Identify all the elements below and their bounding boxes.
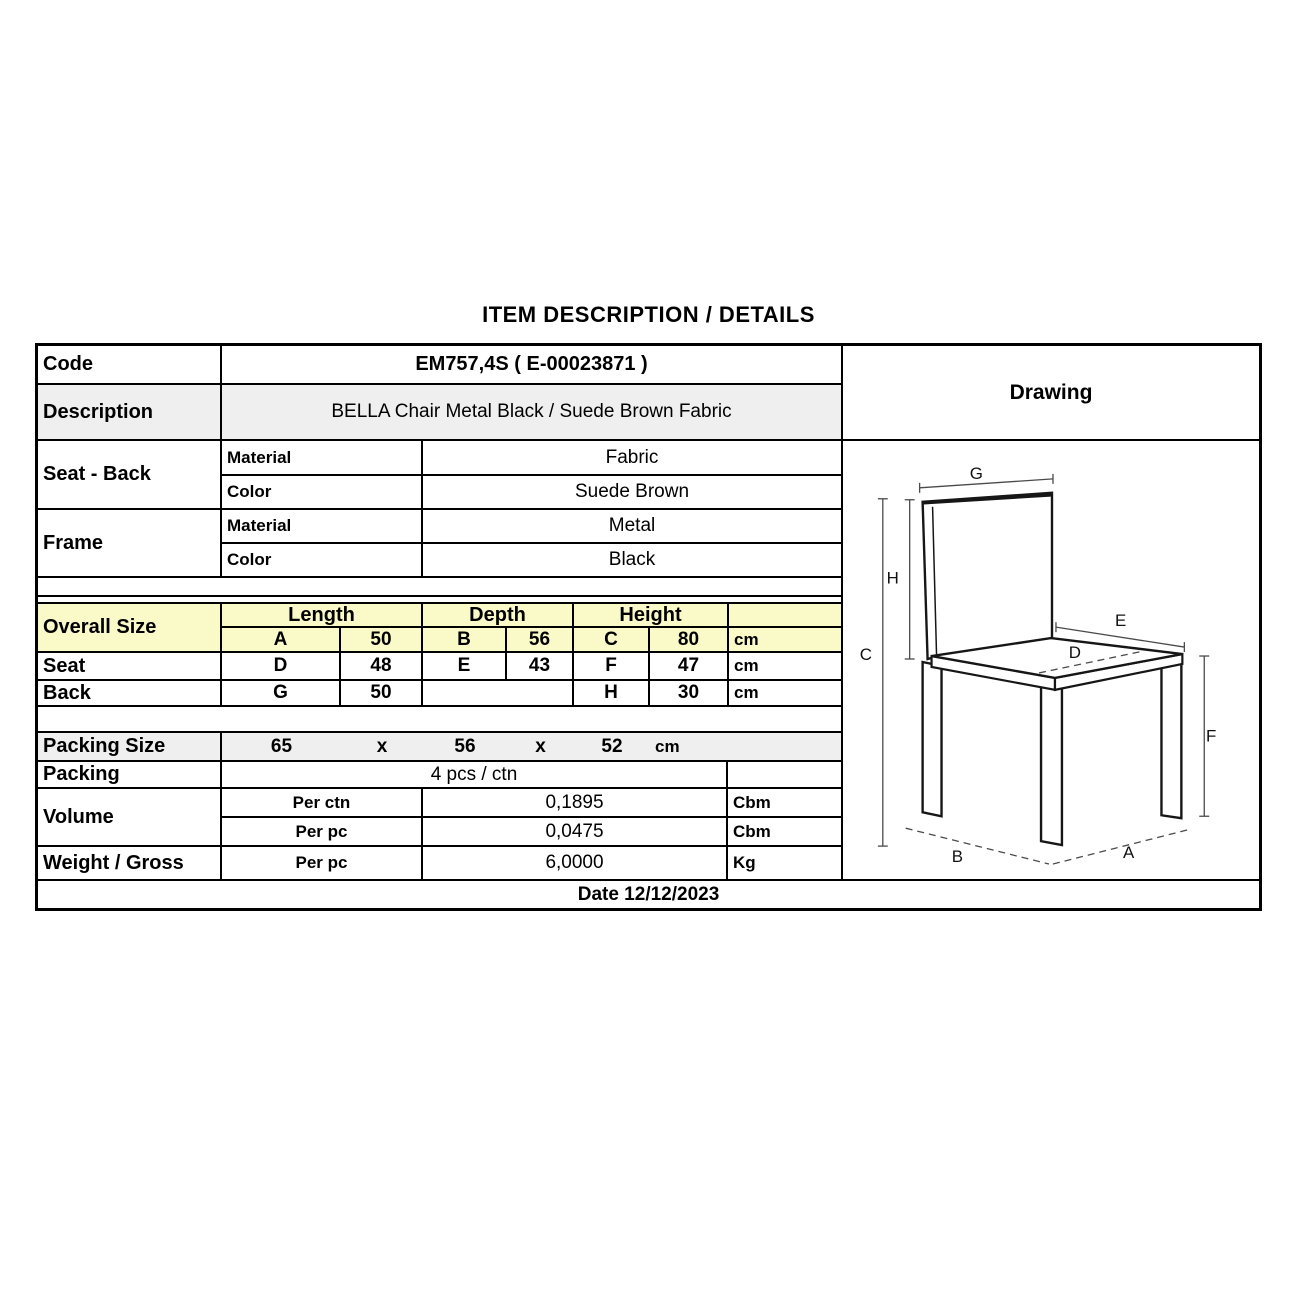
- dim-line-g: [920, 479, 1053, 488]
- chair-backrest: [923, 493, 1052, 659]
- back-depth-blank-cell: [423, 681, 574, 707]
- volume-per-ctn-unit: Cbm: [728, 789, 843, 818]
- dim-line-a: [1053, 829, 1190, 864]
- code-label: Code: [38, 346, 222, 385]
- volume-per-ctn-label: Per ctn: [222, 789, 423, 818]
- seat-row-label: Seat: [38, 653, 222, 681]
- packing-size-sep1: x: [376, 735, 388, 757]
- drawing-area: [843, 441, 1259, 881]
- packing-size-h: 52: [601, 735, 623, 757]
- spec-table: [35, 343, 1262, 911]
- seat-f-value: 47: [650, 653, 729, 681]
- back-g-label: G: [222, 681, 341, 707]
- seat-d-label: D: [222, 653, 341, 681]
- dim-label-f: F: [1206, 726, 1217, 746]
- date-row: Date 12/12/2023: [38, 881, 1259, 908]
- seat-back-color-label: Color: [222, 476, 423, 510]
- dim-label-a: A: [1122, 843, 1135, 863]
- dim-label-e: E: [1115, 611, 1127, 631]
- packing-size-sep2: x: [535, 735, 546, 757]
- packing-size-value: [222, 733, 843, 762]
- page-title: ITEM DESCRIPTION / DETAILS: [482, 302, 815, 327]
- volume-per-ctn-value: 0,1895: [423, 789, 728, 818]
- back-unit: cm: [729, 681, 843, 707]
- chair-leg-back-left: [923, 662, 942, 816]
- dim-label-g: G: [969, 463, 983, 483]
- dim-line-b: [906, 828, 1049, 867]
- dim-label-c: C: [859, 645, 872, 664]
- packing-size-w: 65: [270, 735, 293, 757]
- back-row-label: Back: [38, 681, 222, 707]
- dim-label-d: D: [1068, 643, 1081, 663]
- spacer-row-1: [38, 578, 843, 597]
- volume-per-pc-label: Per pc: [222, 818, 423, 847]
- packing-size-unit: cm: [655, 736, 680, 756]
- seat-d-value: 48: [341, 653, 423, 681]
- overall-a-label: A: [222, 628, 341, 653]
- frame-material-label: Material: [222, 510, 423, 544]
- frame-color-value: Black: [423, 544, 843, 578]
- overall-unit: cm: [729, 628, 843, 653]
- packing-size-label: Packing Size: [38, 733, 222, 762]
- back-g-value: 50: [341, 681, 423, 707]
- packing-value: 4 pcs / ctn: [222, 762, 728, 789]
- overall-b-label: B: [423, 628, 507, 653]
- size-header-blank-cell: [729, 602, 843, 628]
- depth-header: Depth: [423, 602, 574, 628]
- height-header: Height: [574, 602, 729, 628]
- overall-a-value: 50: [341, 628, 423, 653]
- frame-color-label: Color: [222, 544, 423, 578]
- seat-e-label: E: [423, 653, 507, 681]
- packing-label: Packing: [38, 762, 222, 789]
- back-h-value: 30: [650, 681, 729, 707]
- weight-per-pc-label: Per pc: [222, 847, 423, 881]
- weight-unit: Kg: [728, 847, 843, 881]
- back-h-label: H: [574, 681, 650, 707]
- chair-leg-right: [1161, 654, 1181, 818]
- overall-c-value: 80: [650, 628, 729, 653]
- overall-c-label: C: [574, 628, 650, 653]
- volume-per-pc-unit: Cbm: [728, 818, 843, 847]
- frame-material-value: Metal: [423, 510, 843, 544]
- seat-back-material-label: Material: [222, 441, 423, 476]
- weight-label: Weight / Gross: [38, 847, 222, 881]
- overall-size-label: Overall Size: [38, 602, 222, 653]
- spacer-row-2: [38, 707, 843, 733]
- volume-per-pc-value: 0,0475: [423, 818, 728, 847]
- seat-f-label: F: [574, 653, 650, 681]
- chair-leg-front: [1041, 678, 1062, 845]
- frame-label: Frame: [38, 510, 222, 578]
- code-value: EM757,4S ( E-00023871 ): [222, 346, 843, 385]
- seat-back-label: Seat - Back: [38, 441, 222, 510]
- description-value: BELLA Chair Metal Black / Suede Brown Fabric: [222, 385, 843, 441]
- seat-unit: cm: [729, 653, 843, 681]
- packing-size-d: 56: [454, 735, 476, 757]
- dim-label-b: B: [951, 847, 964, 867]
- seat-e-value: 43: [507, 653, 574, 681]
- description-label: Description: [38, 385, 222, 441]
- packing-blank-cell: [728, 762, 843, 789]
- drawing-header: Drawing: [843, 346, 1259, 441]
- overall-b-value: 56: [507, 628, 574, 653]
- seat-back-color-value: Suede Brown: [423, 476, 843, 510]
- weight-value: 6,0000: [423, 847, 728, 881]
- length-header: Length: [222, 602, 423, 628]
- dim-label-h: H: [886, 568, 899, 588]
- volume-label: Volume: [38, 789, 222, 847]
- seat-back-material-value: Fabric: [423, 441, 843, 476]
- chair-drawing: [843, 441, 1257, 879]
